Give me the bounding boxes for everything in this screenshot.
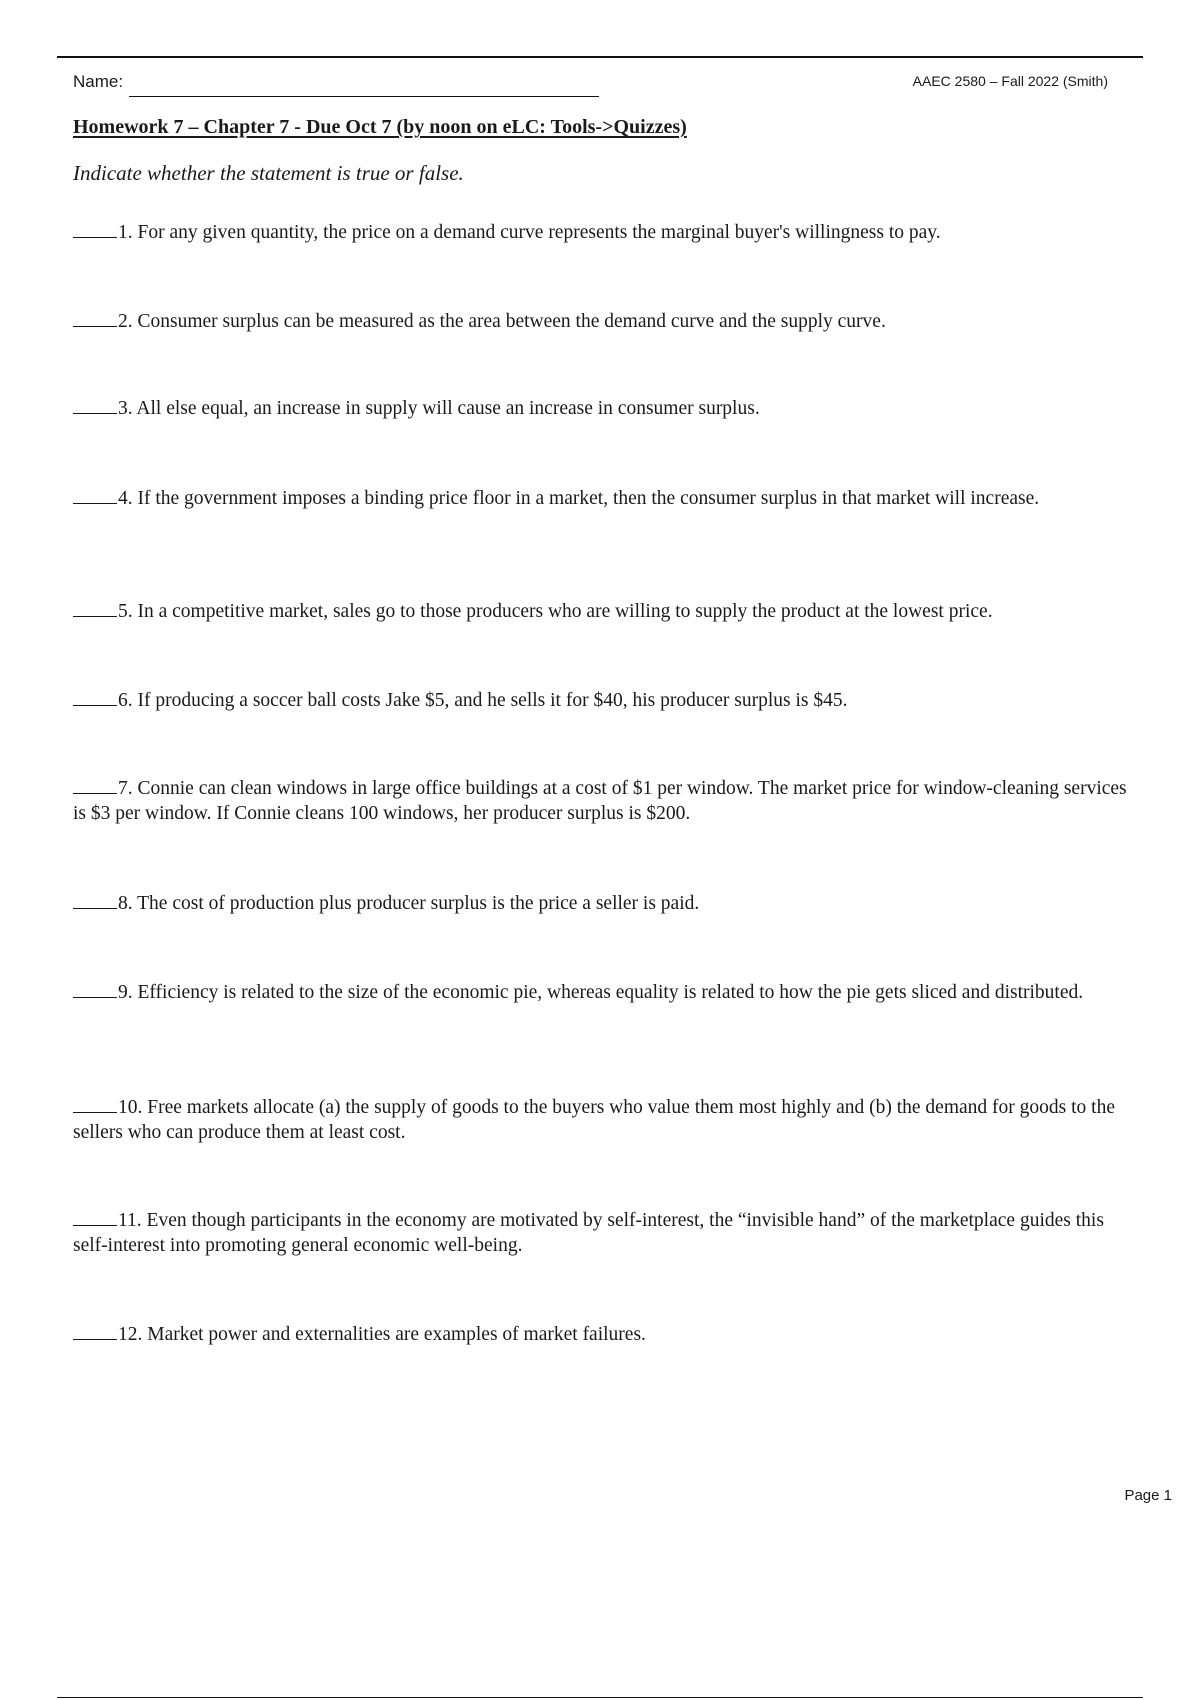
name-field[interactable] — [129, 96, 599, 97]
question-item — [73, 1320, 1143, 1347]
answer-blank[interactable] — [73, 774, 117, 794]
course-info: AAEC 2580 – Fall 2022 (Smith) — [912, 73, 1108, 89]
question-text: 11. Even though participants in the economy are motivated by self-interest, the “invisible hand” of the marketplace guides this self-interest into promoting general economic well-being. — [73, 1210, 1104, 1256]
question-item — [73, 889, 1143, 916]
question-item — [73, 774, 1143, 826]
top-rule — [57, 56, 1143, 58]
question-text: 7. Connie can clean windows in large office buildings at a cost of $1 per window. The market price for window-cleaning services is $3 per window. If Connie cleans 100 windows, her producer surplus is $200. — [73, 778, 1127, 824]
question-text: 12. Market power and externalities are examples of market failures. — [118, 1324, 646, 1345]
question-text: 5. In a competitive market, sales go to those producers who are willing to supply the product at the lowest price. — [118, 601, 993, 622]
question-text: 4. If the government imposes a binding price floor in a market, then the consumer surplus in that market will increase. — [118, 488, 1040, 509]
question-text: 8. The cost of production plus producer surplus is the price a seller is paid. — [118, 893, 700, 914]
question-item — [73, 1093, 1143, 1145]
answer-blank[interactable] — [73, 1320, 117, 1340]
answer-blank[interactable] — [73, 394, 117, 414]
question-item — [73, 1206, 1143, 1258]
question-item — [73, 484, 1143, 511]
question-text: 1. For any given quantity, the price on a demand curve represents the marginal buyer's willingness to pay. — [118, 222, 941, 243]
bottom-rule — [57, 1697, 1143, 1698]
question-item — [73, 597, 1143, 624]
question-text: 10. Free markets allocate (a) the supply of goods to the buyers who value them most highly and (b) the demand for goods to the sellers who can produce them at least cost. — [73, 1097, 1115, 1143]
homework-title: Homework 7 – Chapter 7 - Due Oct 7 (by noon on eLC: Tools->Quizzes) — [73, 116, 687, 138]
answer-blank[interactable] — [73, 686, 117, 706]
answer-blank[interactable] — [73, 218, 117, 238]
answer-blank[interactable] — [73, 889, 117, 909]
question-item — [73, 307, 1143, 334]
question-item — [73, 394, 1143, 421]
page-number: Page 1 — [1124, 1487, 1172, 1504]
answer-blank[interactable] — [73, 307, 117, 327]
name-label: Name: — [73, 72, 124, 91]
question-item — [73, 978, 1143, 1005]
question-text: 3. All else equal, an increase in supply will cause an increase in consumer surplus. — [118, 398, 760, 419]
instructions: Indicate whether the statement is true or false. — [73, 161, 464, 185]
answer-blank[interactable] — [73, 484, 117, 504]
question-text: 9. Efficiency is related to the size of the economic pie, whereas equality is related to how the pie gets sliced and distributed. — [118, 982, 1084, 1003]
question-text: 2. Consumer surplus can be measured as the area between the demand curve and the supply curve. — [118, 311, 886, 332]
question-text: 6. If producing a soccer ball costs Jake $5, and he sells it for $40, his producer surplus is $45. — [118, 690, 848, 711]
answer-blank[interactable] — [73, 1093, 117, 1113]
answer-blank[interactable] — [73, 597, 117, 617]
answer-blank[interactable] — [73, 1206, 117, 1226]
answer-blank[interactable] — [73, 978, 117, 998]
question-item — [73, 218, 1143, 245]
question-item — [73, 686, 1143, 713]
